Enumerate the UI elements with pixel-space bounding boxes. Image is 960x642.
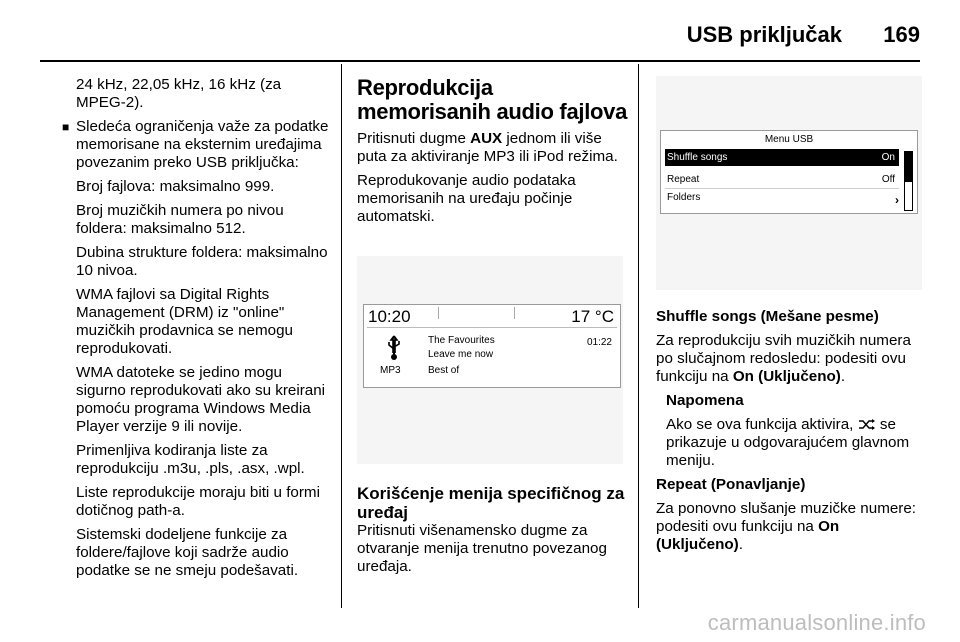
paragraph: Broj fajlova: maksimalno 999. <box>76 178 275 195</box>
column-divider <box>638 64 639 608</box>
usb-menu-screen <box>660 130 918 214</box>
scrollbar-thumb[interactable] <box>905 152 912 182</box>
bullet-square-icon: ■ <box>62 120 70 134</box>
divider <box>438 307 439 319</box>
menu-item-repeat[interactable]: Repeat Off <box>665 171 899 189</box>
chevron-right-icon: › <box>895 193 899 207</box>
menu-item-folders[interactable]: Folders <box>667 192 701 203</box>
section-heading: Korišćenje menija specifičnog za uređaj <box>357 484 625 522</box>
subheading: Shuffle songs (Mešane pesme) <box>656 308 879 325</box>
paragraph: 24 kHz, 22,05 kHz, 16 kHz (za MPEG-2). <box>76 76 282 111</box>
usb-menu-figure <box>656 76 922 290</box>
paragraph: Primenljiva kodiranja liste za reprodukciju .m3u, .pls, .asx, .wpl. <box>76 442 305 477</box>
usb-icon <box>386 335 402 367</box>
paragraph: WMA datoteke se jedino mogu sigurno reprodukovati ako su kreirani pomoću programa Windows Media Player verzije 9 ili novije. <box>76 364 326 435</box>
temperature: 17 °C <box>571 307 614 326</box>
list-item: ■ Sledeća ograničenja važe za podatke memorisane na eksternim uređajima povezanim preko USB priključka: <box>62 118 329 171</box>
section-heading: Reprodukcija memorisanih audio fajlova <box>357 75 628 124</box>
subheading: Repeat (Ponavljanje) <box>656 476 806 493</box>
now-playing-screen <box>363 304 621 388</box>
column-3 <box>656 308 926 560</box>
scrollbar[interactable] <box>904 151 913 211</box>
track-title: The Favourites <box>428 335 495 346</box>
note-text: Ako se ova funkcija aktivira, se prikazuje u odgovarajućem glavnom meniju. <box>666 416 910 469</box>
menu-item-shuffle[interactable]: Shuffle songs On <box>665 149 899 166</box>
paragraph: WMA fajlovi sa Digital Rights Management (DRM) iz "online" muzičkih prodavnica se nemogu reprodukovati. <box>76 286 293 357</box>
paragraph: Sistemski dodeljene funkcije za foldere/fajlove koji sadrže audio podatke se ne smeju podešavati. <box>76 526 299 579</box>
note-box <box>656 392 926 470</box>
paragraph: Liste reprodukcije moraju biti u formi dotičnog path-a. <box>76 484 320 519</box>
paragraph: Pritisnuti dugme AUX jednom ili više puta za aktiviranje MP3 ili iPod režima. <box>357 130 618 165</box>
clock-time: 10:20 <box>368 307 411 326</box>
note-title: Napomena <box>666 392 744 409</box>
column-2 <box>357 76 627 232</box>
track-title: Best of <box>428 365 460 376</box>
paragraph: Dubina strukture foldera: maksimalno 10 nivoa. <box>76 244 328 279</box>
divider <box>367 327 617 328</box>
paragraph: Reprodukovanje audio podataka memorisanih na uređaju počinje automatski. <box>357 172 576 225</box>
watermark: carmanualsonline.info <box>707 610 926 635</box>
track-title: Leave me now <box>428 349 494 360</box>
page-number: 169 <box>883 22 920 47</box>
header-rule <box>40 60 920 62</box>
paragraph: Za ponovno slušanje muzičke numere: podesiti ovu funkciju na On (Uključeno). <box>656 500 917 553</box>
page-header-title: USB priključak <box>686 22 842 47</box>
shuffle-icon <box>858 416 876 433</box>
paragraph: Broj muzičkih numera po nivou foldera: maksimalno 512. <box>76 202 284 237</box>
menu-title: Menu USB <box>764 134 814 145</box>
divider <box>514 307 515 319</box>
paragraph: Pritisnuti višenamensko dugme za otvaranje menija trenutno povezanog uređaja. <box>357 522 607 575</box>
paragraph: Za reprodukciju svih muzičkih numera po slučajnom redosledu: podesiti ovu funkciju na On (Uključeno). <box>656 332 911 385</box>
source-label: MP3 <box>380 365 401 376</box>
aux-key-label: AUX <box>470 130 503 147</box>
elapsed-time: 01:22 <box>586 337 612 348</box>
bullet-list <box>62 118 334 172</box>
column-1 <box>62 76 334 586</box>
column-divider <box>341 64 342 608</box>
column-2-lower <box>357 484 627 582</box>
now-playing-figure <box>357 256 623 464</box>
